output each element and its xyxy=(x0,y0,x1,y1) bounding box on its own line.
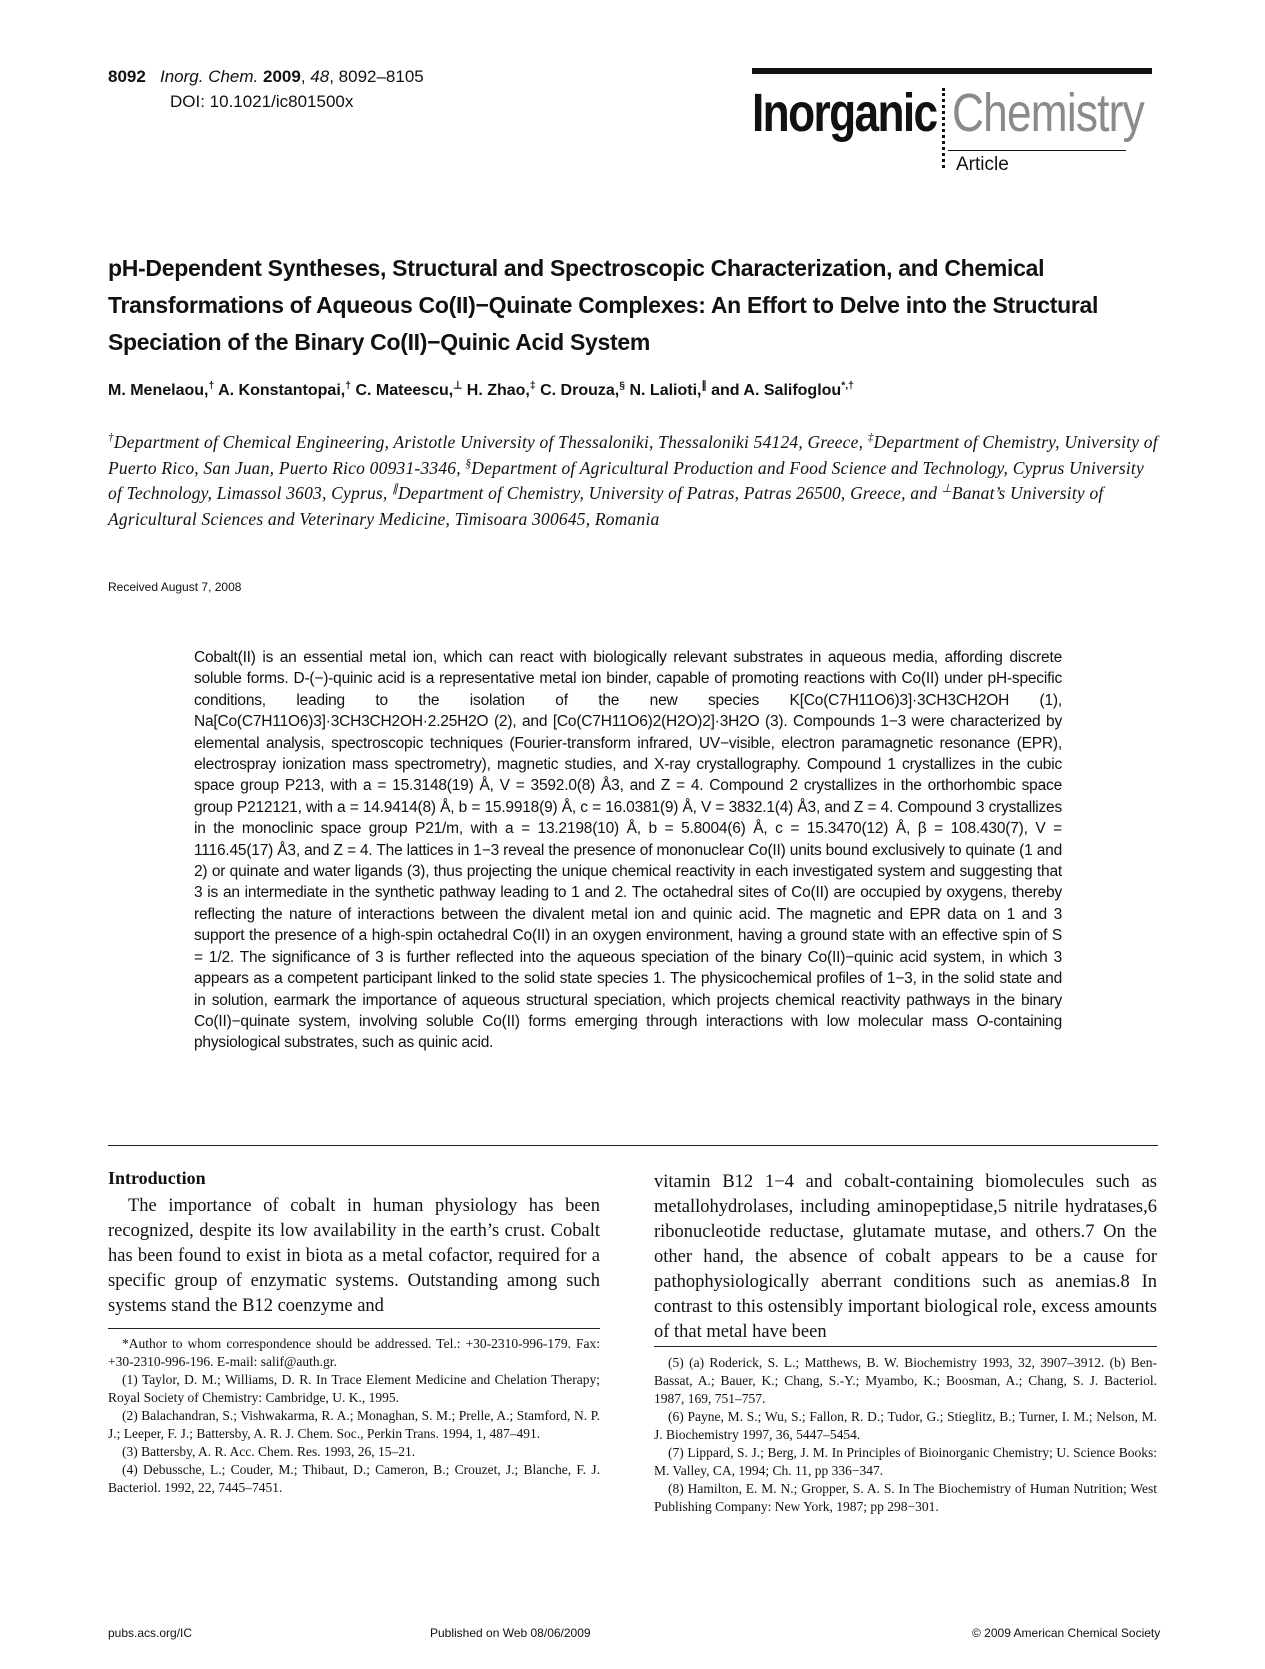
abstract-part: Cobalt(II) is an essential metal ion, which can react with biologically relevant substrates in aqueous media, affording discrete soluble forms. D-(−)-quinic acid is a representative metal ion binder, capable of promoting reactions with Co(II) under pH-specific conditions, leading to the isolation of the new species K[Co(C7H11O6)3]·3CH3CH2OH (1), Na[Co(C7H11O6)3]·3CH3CH2OH·2.25H2O (2), and [Co(C7H11O6)2(H2O)2]·3H2O (3). Compounds 1−3 were characterized by elemental analysis, spectroscopic techniques (Fourier-transform infrared, UV−visible, electron paramagnetic resonance (EPR), electrospray ionization mass spectrometry), magnetic studies, and X-ray crystallography. xyxy=(194,649,1062,774)
author: A. Konstantopai,† xyxy=(218,380,351,399)
footnote: *Author to whom correspondence should be addressed. Tel.: +30-2310-996-179. Fax: +30-2310-996-196. E-mail: salif@auth.gr. xyxy=(108,1336,600,1369)
journal-name: Inorg. Chem. xyxy=(160,67,259,86)
footer-copyright: © 2009 American Chemical Society xyxy=(972,1626,1161,1640)
author: and A. Salifoglou*,† xyxy=(711,380,854,399)
affiliation: Banat’s University of Agricultural Sciences and Veterinary Medicine, Timisoara 300645, Romania xyxy=(108,483,1104,529)
section-divider xyxy=(108,1145,1158,1146)
journal-logo xyxy=(752,68,1152,178)
received-date: Received August 7, 2008 xyxy=(108,580,242,594)
footnotes-right xyxy=(654,1354,1157,1516)
footnote: (4) Debussche, L.; Couder, M.; Thibaut, D.; Cameron, B.; Crouzet, J.; Blanche, F. J. Bacteriol. 1992, 22, 7445–7451. xyxy=(108,1462,600,1495)
author-list xyxy=(108,382,1158,400)
footnote: (5) (a) Roderick, S. L.; Matthews, B. W. Biochemistry 1993, 32, 3907–3912. (b) Ben-Bassat, A.; Bauer, K.; Chang, S.-Y.; Myambo, K.; Boosman, A.; Chang, S. J. Bacteriol. 1987, 169, 751–757. xyxy=(654,1355,1157,1406)
journal-pages: 8092–8105 xyxy=(338,67,424,86)
affiliation: Department of Chemical Engineering, Aristotle University of Thessaloniki, Thessaloniki 54124, Greece, xyxy=(113,432,864,452)
journal-volume: 48 xyxy=(310,67,330,86)
footer-published: Published on Web 08/06/2009 xyxy=(430,1626,591,1640)
footnote: (1) Taylor, D. M.; Williams, D. R. In Trace Element Medicine and Chelation Therapy; Royal Society of Chemistry: Cambridge, U. K., 1995. xyxy=(108,1372,600,1405)
affiliation: Department of Agricultural Production and Food Science and Technology, Cyprus University of Technology, Limassol 3603, Cyprus, xyxy=(108,457,1144,503)
logo-section: Article xyxy=(956,154,1009,175)
logo-word-inorganic: Inorganic xyxy=(752,83,937,143)
body-column-right xyxy=(654,1170,1157,1345)
doi: DOI: 10.1021/ic801500x xyxy=(170,92,354,111)
footnote-divider xyxy=(654,1346,1157,1347)
logo-word-chemistry: Chemistry xyxy=(952,83,1144,143)
affiliation: Department of Chemistry, University of Patras, Patras 26500, Greece, and xyxy=(397,483,938,503)
paragraph: vitamin B12 1−4 and cobalt-containing biomolecules such as metallohydrolases, including aminopeptidase,5 nitrile hydratases,6 ribonucleotide reductase, glutamate mutase, and others.7 On the other hand, the absence of cobalt appears to be a cause for pathophysiologically aberrant conditions such as anemias.8 In contrast to this ostensibly important biological role, excess amounts of that metal have been xyxy=(654,1172,1157,1342)
footnote: (8) Hamilton, E. M. N.; Gropper, S. A. S. In The Biochemistry of Human Nutrition; West Publishing Company: New York, 1987; pp 298−301. xyxy=(654,1481,1157,1514)
footnote: (7) Lippard, S. J.; Berg, J. M. In Principles of Bioinorganic Chemistry; U. Science Books: M. Valley, CA, 1994; Ch. 11, pp 336−347. xyxy=(654,1445,1157,1478)
page-number: 8092 xyxy=(108,67,146,86)
footnote-divider xyxy=(108,1328,600,1329)
section-heading: Introduction xyxy=(108,1168,206,1188)
author: N. Lalioti,∥ xyxy=(629,380,707,399)
author: C. Drouza,§ xyxy=(540,380,626,399)
logo-rule xyxy=(948,150,1126,151)
journal-year: 2009 xyxy=(263,67,301,86)
footnote: (2) Balachandran, S.; Vishwakarma, R. A.; Monaghan, S. M.; Prelle, A.; Stamford, N. P. J.; Leeper, F. J.; Battersby, A. R. J. Chem. Soc., Perkin Trans. 1994, 1, 487–491. xyxy=(108,1408,600,1441)
footnote: (6) Payne, M. S.; Wu, S.; Fallon, R. D.; Tudor, G.; Stieglitz, B.; Turner, I. M.; Nelson, M. J. Biochemistry 1997, 36, 5447–5454. xyxy=(654,1409,1157,1442)
footer-url[interactable]: pubs.acs.org/IC xyxy=(108,1626,193,1640)
abstract-part: Compound 1 crystallizes in the cubic space group P213, with a = 15.3148(19) Å, V = 3592.0(8) Å3, and Z = 4. Compound 2 crystallizes in the orthorhombic space group P212121, with a = 14.9414(8) Å, b = 15.9918(9) Å, c = 16.0381(9) Å, V = 3832.1(4) Å3, and Z = 4. Compound 3 crystallizes in the monoclinic space group P21/m, with a = 13.2198(10) Å, b = 5.8004(6) Å, c = 15.3470(12) Å, β = 108.430(7), V = 1116.45(17) Å3, and Z = 4. xyxy=(194,756,1062,859)
affiliations: †Department of Chemical Engineering, Aristotle University of Thessaloniki, Thessaloniki 54124, Greece, ‡Department of Chemistry, University of Puerto Rico, San Juan, Puerto Rico 00931-3346, §Department of Agricultural Production and Food Science and Technology, Cyprus University of Technology, Limassol 3603, Cyprus, ∥Department of Chemistry, University of Patras, Patras 26500, Greece, and ⊥Banat’s University of Agricultural Sciences and Veterinary Medicine, Timisoara 300645, Romania xyxy=(108,432,1158,529)
author: C. Mateescu,⊥ xyxy=(355,380,463,399)
paragraph: The importance of cobalt in human physiology has been recognized, despite its low availability in the earth’s crust. Cobalt has been found to exist in biota as a metal cofactor, required for a specific group of enzymatic systems. Outstanding among such systems stand the B12 coenzyme and xyxy=(108,1196,600,1316)
logo-separator xyxy=(942,88,945,168)
article-title: pH-Dependent Syntheses, Structural and Spectroscopic Characterization, and Chemical Transformations of Aqueous Co(II)−Quinate Complexes: An Effort to Delve into the Structural Speciation of the Binary Co(II)−Quinic Acid System xyxy=(108,255,1099,355)
abstract xyxy=(194,647,1062,1054)
abstract-part: The lattices in 1−3 reveal the presence of mononuclear Co(II) units bound exclusively to quinate (1 and 2) or quinate and water ligands (3), thus projecting the unique chemical reactivity in each investigated system and suggesting that 3 is an intermediate in the synthetic pathway leading to 1 and 2. The octahedral sites of Co(II) are occupied by oxygens, thereby reflecting the nature of interactions between the divalent metal ion and quinic acid. The magnetic and EPR data on 1 and 3 support the presence of a high-spin octahedral Co(II) in an oxygen environment, having a ground state with an effective spin of S = 1/2. The significance of 3 is further reflected into the aqueous speciation of the binary Co(II)−quinic acid system, in which 3 appears as a competent participant linked to the solid state species 1. The physicochemical profiles of 1−3, in the solid state and in solution, earmark the importance of aqueous structural speciation, which projects chemical reactivity pathways in the binary Co(II)−quinate system, involving soluble Co(II) forms emerging through interactions with low molecular mass O-containing physiological substrates, such as quinic acid. xyxy=(194,841,1062,1052)
author: M. Menelaou,† xyxy=(108,380,215,399)
affiliation: Department of Chemistry, University of Puerto Rico, San Juan, Puerto Rico 00931-3346, xyxy=(108,432,1158,478)
footnote: (3) Battersby, A. R. Acc. Chem. Res. 1993, 26, 15–21. xyxy=(122,1444,416,1459)
author: H. Zhao,‡ xyxy=(466,380,536,399)
citation-line: 8092 Inorg. Chem. 2009, 48, 8092–8105 xyxy=(108,67,424,86)
logo-bar xyxy=(752,68,1152,74)
body-column-left xyxy=(108,1194,600,1319)
footnotes-left xyxy=(108,1335,600,1497)
